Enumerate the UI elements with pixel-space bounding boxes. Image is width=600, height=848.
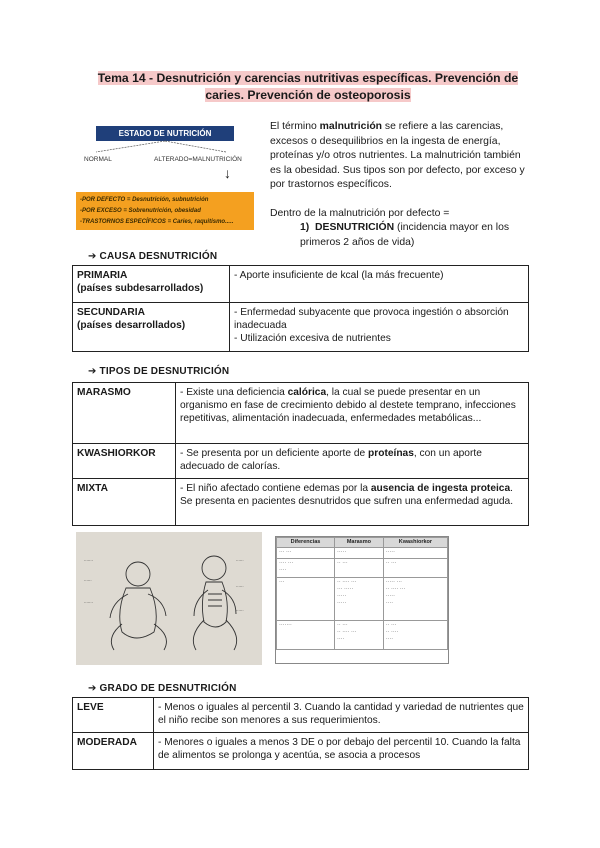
- diagram-normal: NORMAL: [84, 156, 112, 163]
- intro-defecto: Dentro de la malnutrición por defecto =: [270, 207, 450, 219]
- tipo-mixta-label: MIXTA: [73, 479, 176, 526]
- causa-secundaria-text: - Enfermedad subyacente que provoca ingestión o absorción inadecuada - Utilización excesiva de nutrientes: [230, 303, 529, 352]
- intro-item-desnutricion: 1) DESNUTRICIÓN (incidencia mayor en los primeros 2 años de vida): [300, 222, 510, 248]
- comparison-table-image: [275, 536, 449, 664]
- causa-table: [72, 265, 529, 352]
- table-row: [73, 444, 529, 479]
- children-drawing-icon: [76, 532, 262, 665]
- diagram-header: ESTADO DE NUTRICIÓN: [96, 126, 234, 141]
- tipo-marasmo-text: - Existe una deficiencia calórica, la cual se puede presentar en un organismo en fase de crecimiento debido al destete temprano, infecciones repetitivas, alimentación inadecuada, enfermedades metabólicas...: [176, 383, 529, 444]
- svg-text:······: ······: [84, 578, 92, 583]
- diagram-exceso: -POR EXCESO = Sobrenutrición, obesidad: [80, 208, 201, 214]
- diagram-defecto: -POR DEFECTO = Desnutrición, subnutrición: [80, 197, 209, 203]
- comparison-header-marasmo: Marasmo: [335, 538, 384, 548]
- table-row: [73, 383, 529, 444]
- title-line-1: Tema 14 - Desnutrición y carencias nutritivas específicas. Prevención de: [97, 71, 519, 85]
- intro-text: El término malnutrición se refiere a las carencias, excesos o desequilibrios en la ingesta de energía, proteínas y/o otros nutrientes. La malnutrición también es la obesidad. Sus tipos son por defecto, por exceso y por trastornos específicos. Dentro de la malnutrición por defecto = 1) DESNUTRICIÓN (incidencia mayor en los primeros 2 años de vida): [270, 120, 530, 250]
- table-row: [73, 266, 529, 303]
- grado-moderada-text: - Menores o iguales a menos 3 DE o por debajo del percentil 10. Cuando la falta de alimentos se prolonga y acentúa, se asocia a procesos: [154, 733, 529, 770]
- term-malnutricion: malnutrición: [319, 121, 383, 132]
- tipo-marasmo-label: MARASMO: [73, 383, 176, 444]
- arrow-down-icon: ↓: [224, 165, 231, 181]
- svg-text:·······: ·······: [84, 600, 93, 605]
- title-line-2: caries. Prevención de osteoporosis: [205, 88, 411, 102]
- diagram-types-box: [76, 192, 254, 230]
- grado-leve-text: - Menos o iguales al percentil 3. Cuando la cantidad y variedad de nutrientes que el niño recibe son menores a sus requerimientos.: [154, 698, 529, 733]
- causa-primaria-label: PRIMARIA (países subdesarrollados): [73, 266, 230, 303]
- diagram-alterado: ALTERADO=MALNUTRICIÓN: [154, 156, 242, 163]
- causa-secundaria-label: SECUNDARIA (países desarrollados): [73, 303, 230, 352]
- tipo-kwashiorkor-label: KWASHIORKOR: [73, 444, 176, 479]
- table-row: [73, 733, 529, 770]
- tipos-table: [72, 382, 529, 526]
- grado-leve-label: LEVE: [73, 698, 154, 733]
- section-tipos-heading: ➔ TIPOS DE DESNUTRICIÓN: [88, 366, 230, 377]
- grado-table: [72, 697, 529, 770]
- diagram-trastornos: -TRASTORNOS ESPECÍFICOS = Caries, raquitismo.....: [80, 219, 234, 225]
- comparison-table: Diferencias Marasmo Kwashiorkor ··· ··· ····· ····· ···· ··· ···· ·· ··· ·· ··· ··· ·· ···· ··· ··· ····· ····· ····· ····· ··· ·· ···· ··· ····· ···· ······· ·· ··· ·· ···· ··· ···· ·· ··· ·· ···· ····: [276, 537, 448, 650]
- tipo-mixta-text: - El niño afectado contiene edemas por la ausencia de ingesta proteica. Se presenta en pacientes desnutridos que sufren una enfermedad aguda.: [176, 479, 529, 526]
- tipo-kwashiorkor-text: - Se presenta por un deficiente aporte de proteínas, con un aporte adecuado de calorías.: [176, 444, 529, 479]
- section-causa-heading: ➔ CAUSA DESNUTRICIÓN: [88, 251, 218, 262]
- table-row: [73, 479, 529, 526]
- malnutrition-illustration: [76, 532, 262, 665]
- table-row: [73, 303, 529, 352]
- svg-text:······: ······: [236, 558, 244, 563]
- svg-text:······: ······: [236, 584, 244, 589]
- comparison-header-kwashiorkor: Kwashiorkor: [383, 538, 447, 548]
- table-row: [73, 698, 529, 733]
- section-grado-heading: ➔ GRADO DE DESNUTRICIÓN: [88, 683, 237, 694]
- svg-text:······: ······: [236, 608, 244, 613]
- grado-moderada-label: MODERADA: [73, 733, 154, 770]
- causa-primaria-text: - Aporte insuficiente de kcal (la más frecuente): [230, 266, 529, 303]
- nutrition-state-diagram: [76, 122, 256, 232]
- page-title: [88, 70, 528, 104]
- svg-text:·······: ·······: [84, 558, 93, 563]
- comparison-header-diferencias: Diferencias: [277, 538, 335, 548]
